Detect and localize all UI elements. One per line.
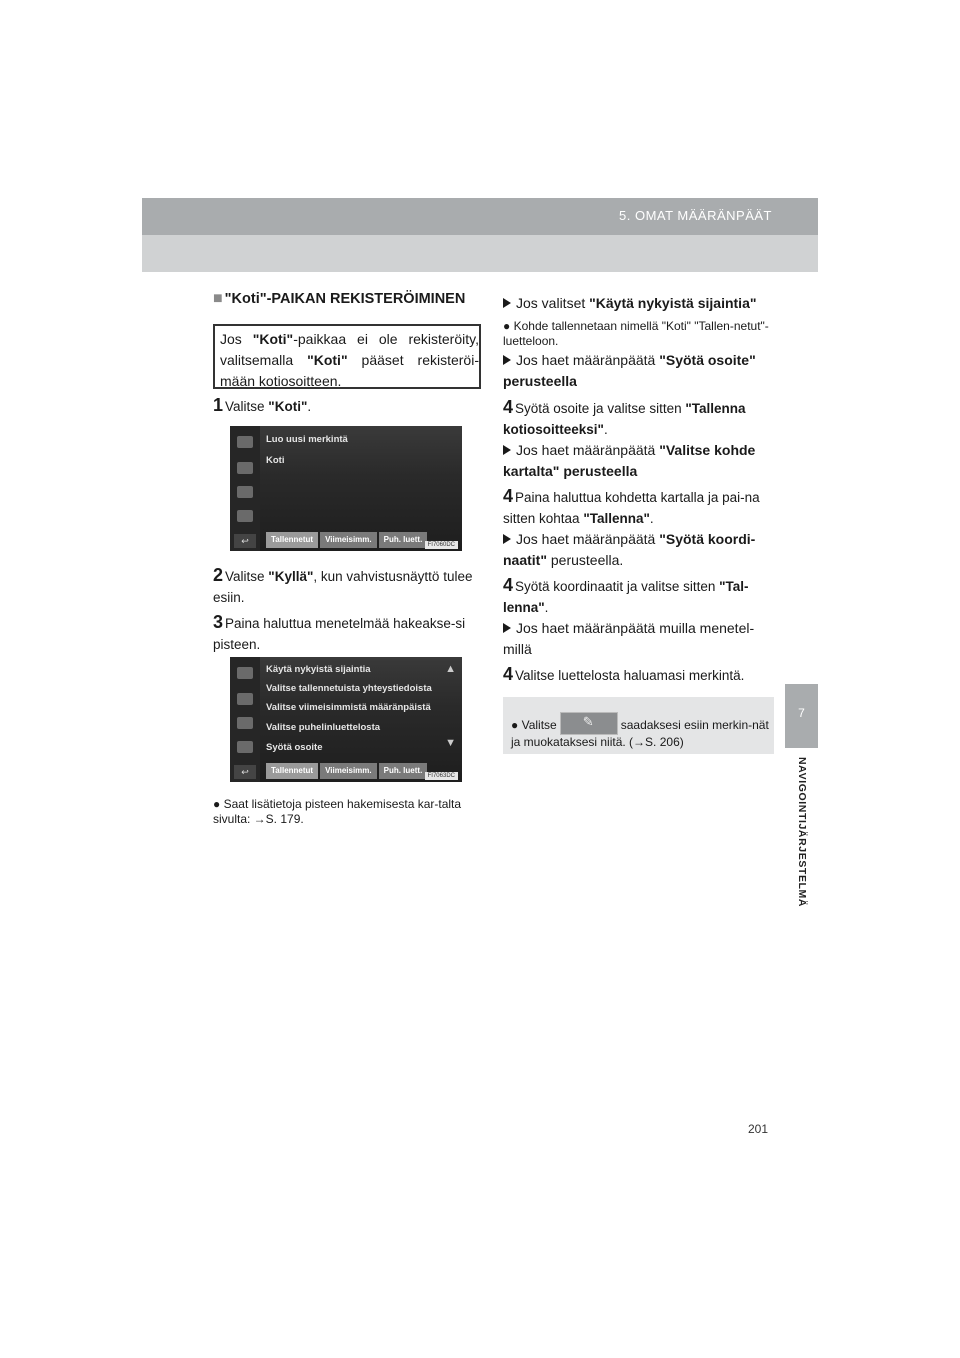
step-number: 4 xyxy=(503,664,514,684)
screen-row: Luo uusi merkintä xyxy=(266,434,348,445)
condition-address xyxy=(503,350,774,392)
step-text: Paina haluttua menetelmää hakeakse-si pisteen. xyxy=(213,616,466,652)
step-text: . xyxy=(603,422,608,437)
condition-coordinates xyxy=(503,529,774,571)
screen-tab: Viimeisimm. xyxy=(320,532,377,548)
intro-text: -paikkaa ei ole rekisteröity, valitsemalla xyxy=(220,331,479,368)
section-title xyxy=(213,290,465,308)
note-text-part: Valitse xyxy=(521,718,557,732)
settings-icon xyxy=(237,510,253,522)
warning-icon xyxy=(237,717,253,729)
scroll-up-icon: ▲ xyxy=(445,663,456,675)
arrow-icon xyxy=(503,534,511,544)
screen-row: Käytä nykyistä sijaintia xyxy=(266,664,371,675)
step-bold: "Kyllä" xyxy=(268,569,314,584)
step-number: 4 xyxy=(503,397,514,417)
menu-icon xyxy=(237,667,253,679)
step-number: 4 xyxy=(503,575,514,595)
step-text: . xyxy=(544,600,549,615)
step-bold: "Tal-lenna" xyxy=(503,579,749,615)
screen-tab: Tallennetut xyxy=(266,763,318,779)
intro-text: Jos xyxy=(220,331,253,347)
condition-bold: "Käytä nykyistä sijaintia" xyxy=(589,295,757,311)
step-text: Syötä osoite ja valitse sitten xyxy=(515,401,686,416)
note-box xyxy=(503,697,774,754)
condition-text: Jos haet määränpäätä xyxy=(516,442,660,458)
screen-tab: Viimeisimm. xyxy=(320,763,377,779)
scroll-down-icon: ▼ xyxy=(445,737,456,749)
intro-text: pääset rekisteröi-mään kotiosoitteen. xyxy=(220,352,479,389)
menu-icon xyxy=(237,462,253,474)
square-bullet-icon: ■ xyxy=(213,290,223,307)
screen-tab: Tallennetut xyxy=(266,532,318,548)
intro-bold: "Koti" xyxy=(252,331,294,347)
screen-row: Valitse tallennetuista yhteystiedoista xyxy=(266,683,432,694)
screen-sidebar xyxy=(230,657,260,782)
step-text: Valitse xyxy=(225,569,269,584)
note-text-part: saadaksesi esiin merkin-nät ja muokataksesi niitä. (→S. 206) xyxy=(511,718,769,749)
step-bold: "Tallenna kotiosoitteeksi" xyxy=(503,401,746,437)
menu-icon xyxy=(237,436,253,448)
condition-bold: "Syötä osoite" perusteella xyxy=(503,352,756,389)
screen-row: Valitse viimeisimmistä määränpäistä xyxy=(266,702,431,713)
step-number: 4 xyxy=(503,486,514,506)
intro-bold: "Koti" xyxy=(307,352,348,368)
page-number: 201 xyxy=(748,1122,769,1136)
back-icon: ↩ xyxy=(234,765,256,779)
bullet-text: Kohde tallennetaan nimellä "Koti" "Tallen-netut"-luetteloon. xyxy=(503,319,769,348)
settings-icon xyxy=(237,741,253,753)
arrow-icon xyxy=(503,445,511,455)
step-1 xyxy=(213,395,481,417)
step-text: Valitse xyxy=(225,399,269,414)
intro-box xyxy=(213,324,481,389)
step-3 xyxy=(213,612,481,655)
bullet-text: Saat lisätietoja pisteen hakemisesta kar-talta sivulta: →S. 179. xyxy=(213,797,462,826)
step-2 xyxy=(213,565,481,608)
step-4-coordinates xyxy=(503,575,774,618)
header-band xyxy=(142,235,818,272)
figure-code: FI7060DC xyxy=(425,541,458,549)
chapter-title: 5. OMAT MÄÄRÄNPÄÄT xyxy=(619,208,772,223)
condition-other xyxy=(503,618,774,660)
step-4-address xyxy=(503,397,774,440)
step-bold: "Tallenna" xyxy=(583,511,650,526)
condition-text: Jos haet määränpäätä xyxy=(516,352,660,368)
screen-row: Valitse puhelinluettelosta xyxy=(266,722,381,733)
condition-text: Jos haet määränpäätä xyxy=(516,531,660,547)
condition-current-location xyxy=(503,293,774,314)
step-text: Paina haluttua kohdetta kartalla ja pai-na sitten kohtaa xyxy=(503,490,760,526)
note-bullet xyxy=(503,319,774,349)
screen-row: Koti xyxy=(266,455,285,466)
step-text: . xyxy=(307,399,312,414)
bullet-icon: ● xyxy=(511,718,522,732)
bullet-icon: ● xyxy=(213,797,224,811)
step-number: 1 xyxy=(213,395,224,415)
chapter-tab xyxy=(785,684,818,748)
step-4-map xyxy=(503,486,774,529)
condition-bold: "Syötä koordi-naatit" xyxy=(503,531,756,568)
screen-sidebar xyxy=(230,426,260,551)
note-text xyxy=(511,712,769,750)
side-label xyxy=(792,757,812,927)
screen-tabs xyxy=(266,532,427,548)
chapter-number: 7 xyxy=(798,706,805,720)
condition-text: perusteella. xyxy=(546,552,624,568)
left-bullet xyxy=(213,797,481,827)
screenshot-saved-list xyxy=(230,426,462,551)
arrow-icon xyxy=(503,623,511,633)
bullet-icon: ● xyxy=(503,319,514,333)
step-bold: "Koti" xyxy=(268,399,308,414)
side-label-text: NAVIGOINTIJÄRJESTELMÄ xyxy=(796,757,808,908)
step-number: 2 xyxy=(213,565,224,585)
condition-map xyxy=(503,440,774,482)
step-text: Syötä koordinaatit ja valitse sitten xyxy=(515,579,720,594)
condition-text: Jos haet määränpäätä muilla menetel-millä xyxy=(503,620,755,657)
section-title-text: "Koti"-PAIKAN REKISTERÖIMINEN xyxy=(224,291,466,307)
screenshot-search-methods xyxy=(230,657,462,782)
arrow-icon xyxy=(503,355,511,365)
screen-row: Syötä osoite xyxy=(266,742,323,753)
screen-tab: Puh. luett. xyxy=(379,763,428,779)
back-icon: ↩ xyxy=(234,534,256,548)
arrow-icon xyxy=(503,298,511,308)
figure-code: FI7063DC xyxy=(425,772,458,780)
chapter-header xyxy=(142,198,818,235)
warning-icon xyxy=(237,486,253,498)
screen-tab: Puh. luett. xyxy=(379,532,428,548)
menu-icon xyxy=(237,693,253,705)
step-text: , kun vahvistusnäyttö tulee esiin. xyxy=(213,569,473,605)
condition-text: Jos valitset xyxy=(516,295,590,311)
step-number: 3 xyxy=(213,612,224,632)
step-text: Valitse luettelosta haluamasi merkintä. xyxy=(515,668,745,683)
condition-bold: "Valitse kohde kartalta" perusteella xyxy=(503,442,756,479)
step-text: . xyxy=(649,511,654,526)
screen-tabs xyxy=(266,763,427,779)
edit-button-icon xyxy=(560,712,618,735)
step-4-other xyxy=(503,664,774,686)
